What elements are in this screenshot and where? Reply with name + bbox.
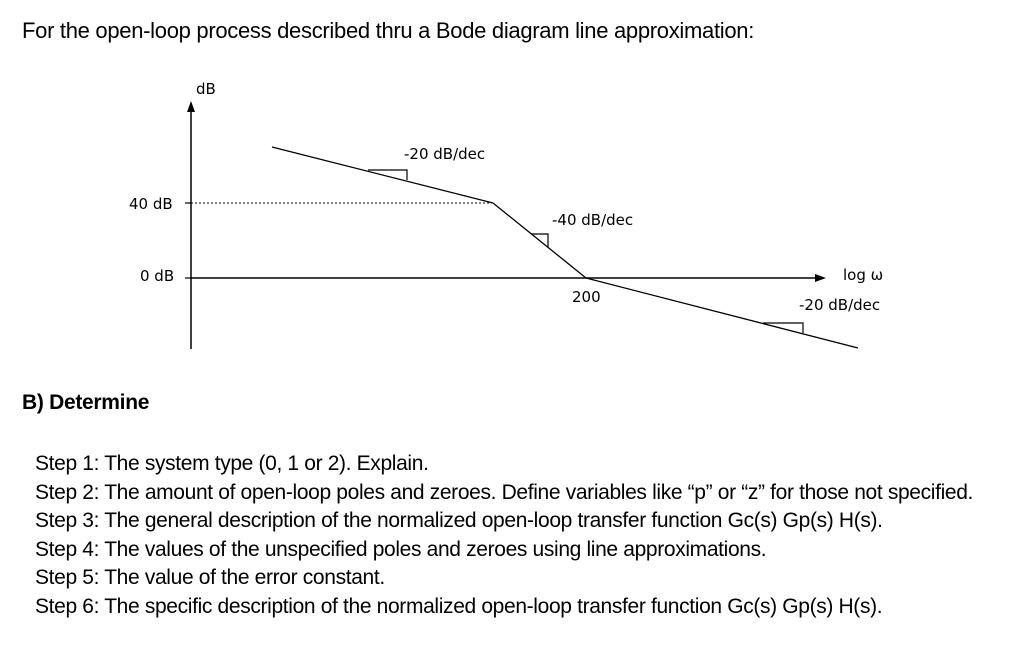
slope-label-1: -20 dB/dec bbox=[404, 145, 486, 163]
x-axis-arrowhead bbox=[815, 274, 826, 282]
tick-label-0db: 0 dB bbox=[140, 267, 175, 285]
intro-text: For the open-loop process described thru a Bode diagram line approximation: bbox=[22, 18, 755, 43]
step-item: Step 6: The specific description of the normalized open-loop transfer function Gc(s) Gp(s) H(s). bbox=[35, 594, 883, 618]
step-item: Step 3: The general description of the normalized open-loop transfer function Gc(s) Gp(s) H(s). bbox=[35, 509, 883, 533]
y-axis-label: dB bbox=[196, 80, 216, 98]
section-heading: B) Determine bbox=[22, 391, 150, 414]
slope-label-3: -20 dB/dec bbox=[799, 296, 881, 314]
x-axis-label: log ω bbox=[843, 266, 884, 284]
step-item: Step 4: The values of the unspecified poles and zeroes using line approximations. bbox=[35, 537, 767, 561]
breakpoint-label: 200 bbox=[572, 288, 601, 306]
step-item: Step 2: The amount of open-loop poles and zeroes. Define variables like “p” or “z” for those not specified. bbox=[35, 480, 974, 504]
step-item: Step 5: The value of the error constant. bbox=[35, 566, 385, 590]
slope-label-2: -40 dB/dec bbox=[552, 211, 634, 229]
step-item: Step 1: The system type (0, 1 or 2). Explain. bbox=[35, 452, 429, 475]
steps-list bbox=[35, 450, 973, 622]
slope-triangle-1 bbox=[368, 170, 407, 180]
y-axis-arrowhead bbox=[187, 101, 195, 112]
tick-label-40db: 40 dB bbox=[129, 195, 173, 213]
